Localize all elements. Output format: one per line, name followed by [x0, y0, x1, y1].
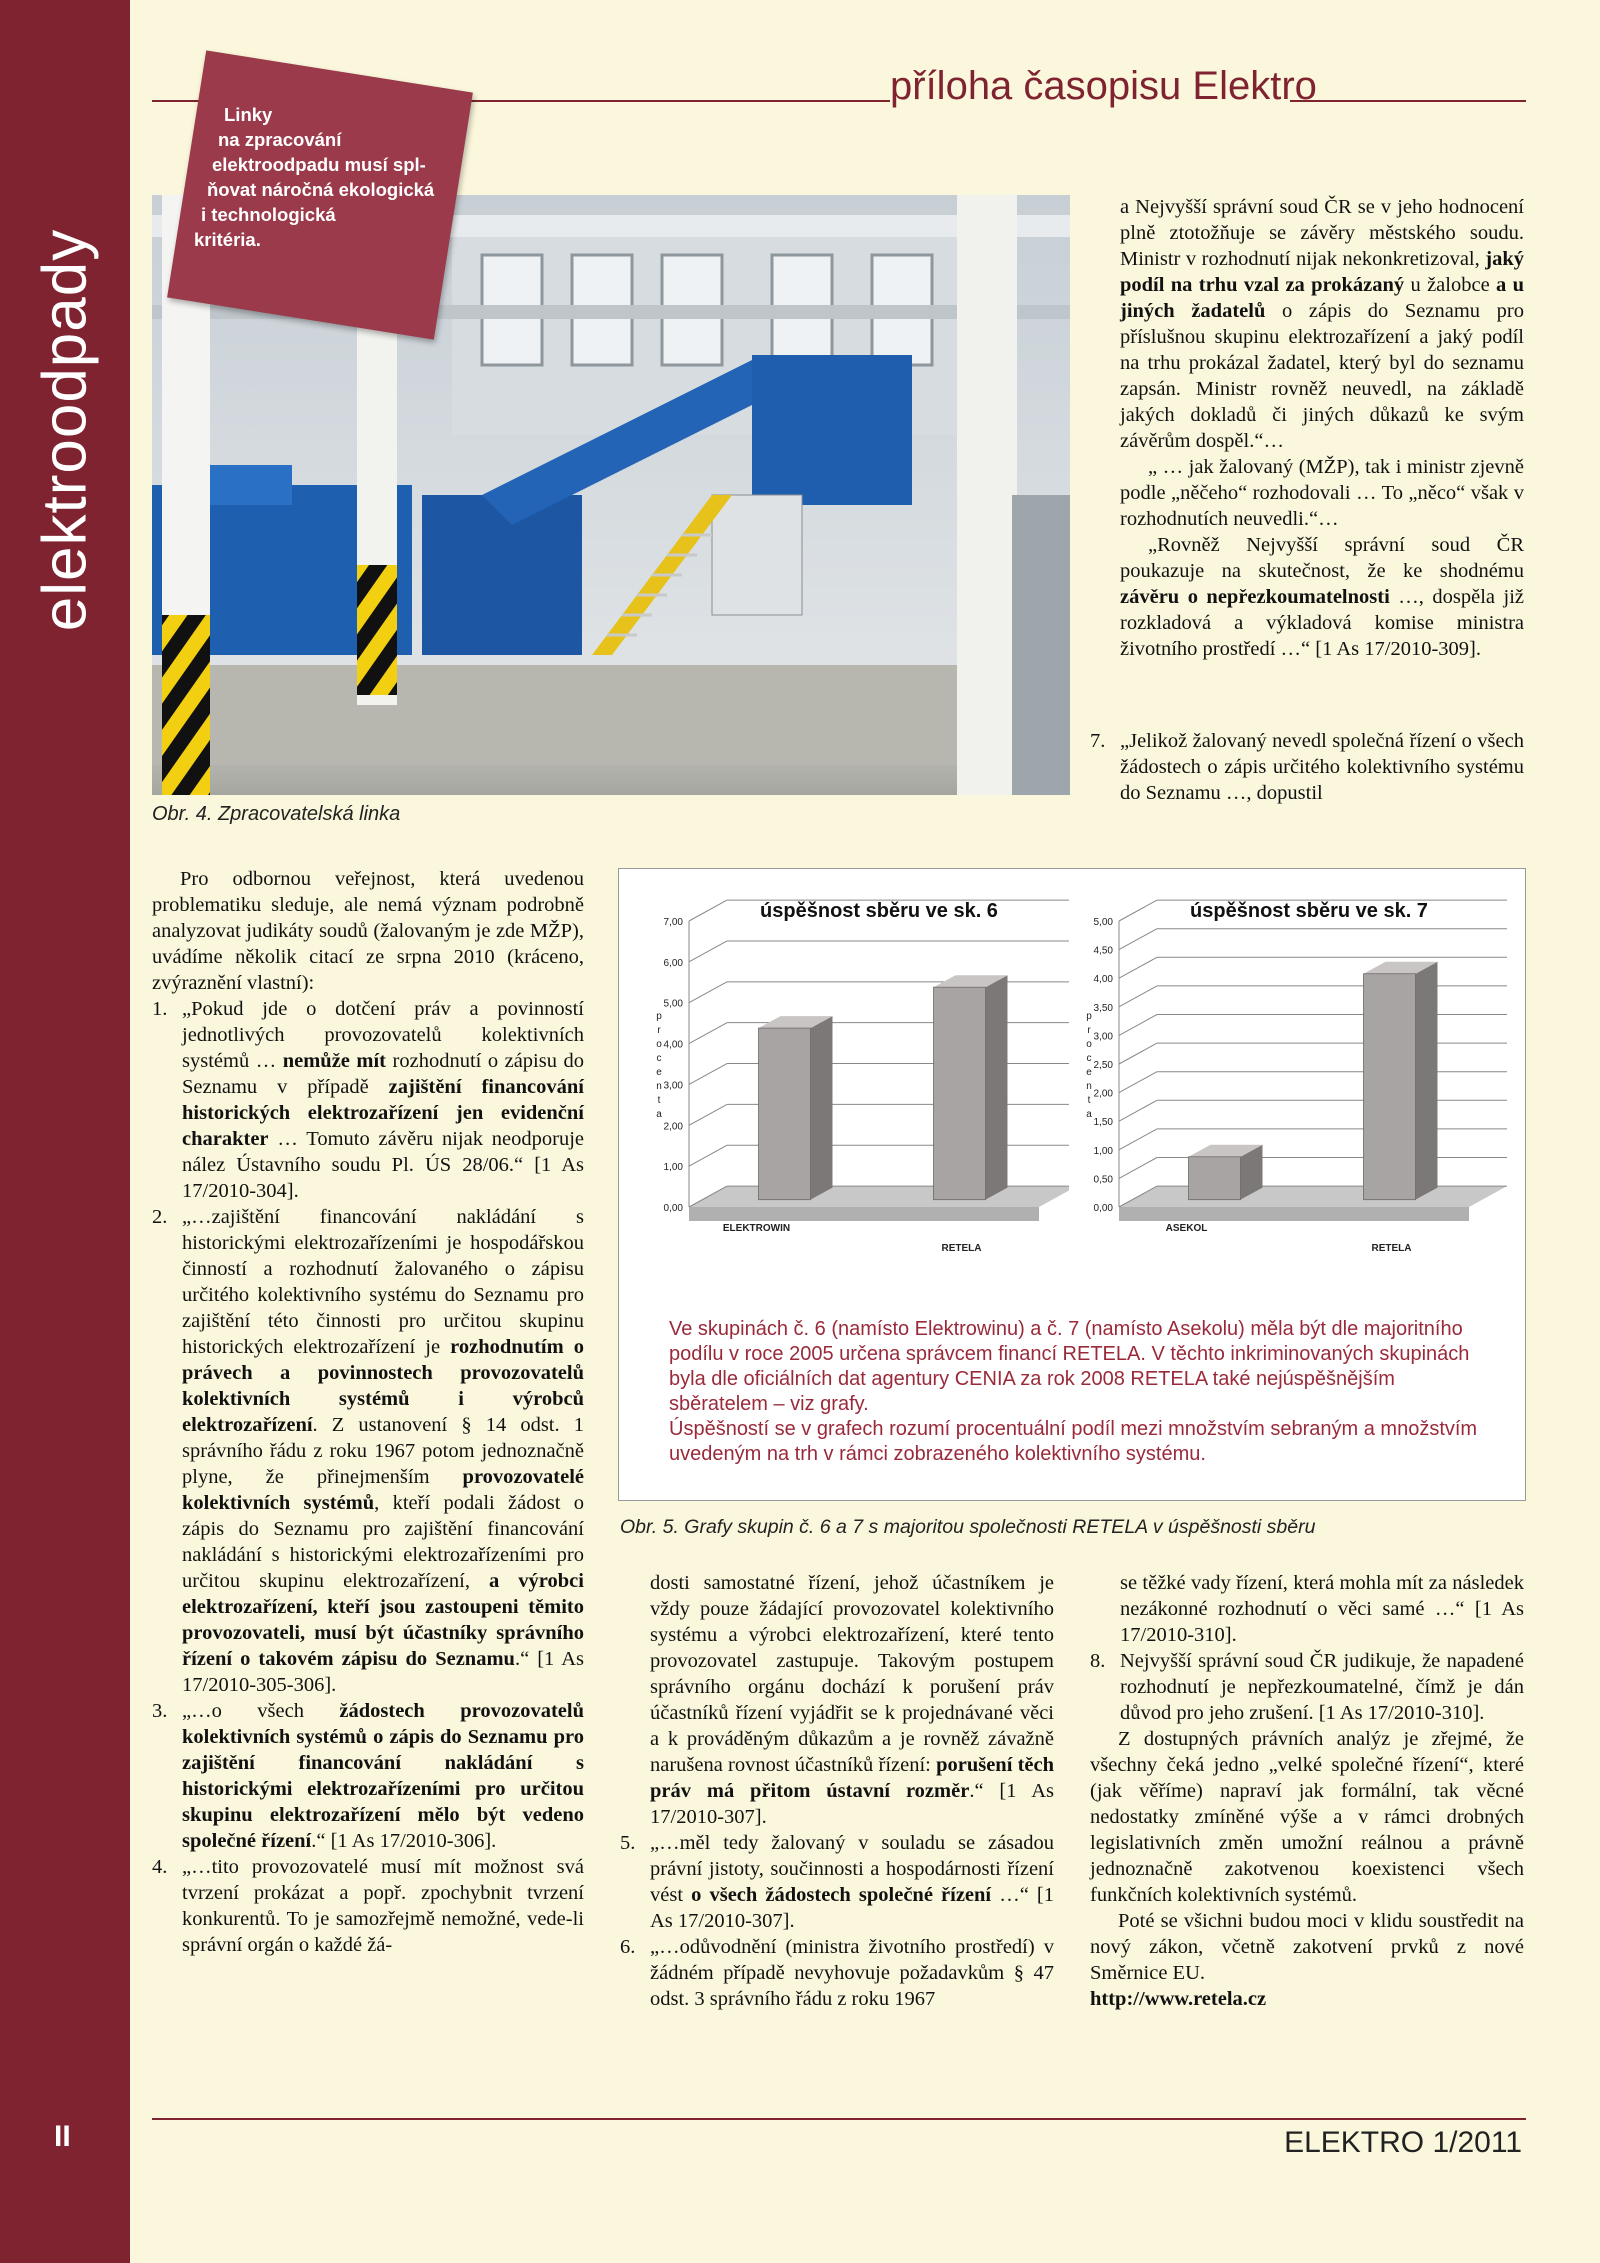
- y-tick-label: 0,00: [663, 1203, 683, 1214]
- bar: [1364, 974, 1416, 1200]
- text: „…zajištění financování nakládání s historickými elektrozařízeními je hospodářskou činností a rozhodnutí žalovaného o zápisu určitého kolektivního systému do Seznamu pro zajištění této činnosti pro určitou skupinu historických elektrozařízení je: [182, 1206, 584, 1358]
- y-tick-label: 6,00: [663, 957, 683, 969]
- list-item: [620, 1830, 1054, 1934]
- chart-title: úspěšnost sběru ve sk. 7: [1190, 900, 1428, 922]
- bar-side: [986, 975, 1008, 1199]
- chart-note-text: Úspěšností se v grafech rozumí procentuální podíl mezi množstvím sebraným a množstvím uvedeným na trh v rámci zobrazeného kolektivního systému.: [669, 1418, 1478, 1465]
- chart-group-7: [1049, 869, 1519, 1309]
- paragraph: Pro odbornou veřejnost, která uvedenou problematiku sleduje, ale nemá význam podrobně analyzovat judikáty soudů (žalovaným je zde MŽP), uvádíme několik citací ze srpna 2010 (kráceno, zvýraznění vlastní):: [152, 868, 584, 994]
- gridline-side: [689, 1023, 727, 1044]
- x-tick-label: RETELA: [1371, 1243, 1412, 1254]
- gridline-side: [689, 900, 727, 921]
- header-rule-right: [1290, 100, 1526, 102]
- text: „Pokud jde o dotčení práv a povinností jednotlivých provozovatelů kolektivních systémů …: [182, 998, 584, 1072]
- list-item: [1090, 728, 1524, 806]
- gridline-side: [689, 982, 727, 1003]
- emphasis: a výrobci elektrozařízení, kteří jsou zastoupeni těmito provozovateli, musí být účastníky správního řízení o takovém zápisu do Seznamu: [182, 1570, 584, 1670]
- y-axis-label: e: [656, 1067, 662, 1078]
- emphasis: porušení těch práv má přitom ústavní rozměr: [650, 1754, 1055, 1802]
- y-tick-label: 3,00: [663, 1080, 683, 1092]
- y-axis-label: t: [1087, 1095, 1091, 1106]
- text: …“ [1 As 17/2010-307].: [650, 1884, 1054, 1932]
- y-axis-label: n: [656, 1081, 662, 1092]
- bar-side: [1416, 962, 1438, 1200]
- callout-line: ňovat náročná ekologická: [207, 179, 435, 200]
- paragraph: Z dostupných právních analýz je zřejmé, že všechny čeká jedno „velké společné řízení“, které (jak věříme) napraví jak formální, tak věcné nedostatky zmíněné výše a v rámci drobných legislativních změn umožní reálnou a právně jednoznačně zakotvenou koexistenci všech funkčních kolektivních systémů.: [1090, 1728, 1524, 1906]
- magazine-issue: ELEKTRO 1/2011: [1284, 2126, 1522, 2159]
- y-axis-label: e: [1086, 1067, 1092, 1078]
- list-number: 6.: [620, 1936, 636, 1958]
- emphasis: zajištění financování historických elektrozařízení jen evidenční charakter: [182, 1076, 584, 1150]
- list-item: [152, 1698, 584, 1854]
- y-tick-label: 1,50: [1093, 1117, 1113, 1129]
- y-axis-label: p: [656, 1011, 662, 1022]
- y-axis-label: c: [1086, 1053, 1092, 1064]
- list-item: [152, 1204, 584, 1698]
- y-axis-label: c: [656, 1053, 662, 1064]
- list-number: 7.: [1090, 730, 1106, 752]
- paragraph: [620, 1570, 1054, 1830]
- text: .“ [1 As 17/2010-307].: [650, 1780, 1054, 1828]
- y-tick-label: 2,50: [1093, 1060, 1113, 1071]
- bar: [759, 1028, 811, 1200]
- y-tick-label: 4,00: [663, 1039, 683, 1051]
- text: „Jelikož žalovaný nevedl společná řízení o všech žádostech o zápis určitého kolektivního systému do Seznamu …, dopustil: [1120, 730, 1524, 804]
- y-tick-label: 0,00: [1093, 1203, 1113, 1214]
- gridline-side: [1119, 957, 1157, 978]
- gridline-side: [1119, 1129, 1157, 1150]
- middle-column: [620, 1570, 1054, 2012]
- x-tick-label: ASEKOL: [1165, 1223, 1208, 1234]
- list-number: 5.: [620, 1832, 636, 1854]
- emphasis: rozhodnutím o právech a povinnostech provozovatelů kolektivních systémů i výrobců elektrozařízení: [182, 1336, 584, 1436]
- footer-rule: [152, 2118, 1526, 2120]
- text: .“ [1 As 17/2010-305-306].: [182, 1648, 585, 1696]
- right-top-list: [1090, 728, 1524, 806]
- bar: [1189, 1157, 1241, 1200]
- callout-line: kritéria.: [194, 229, 261, 250]
- y-tick-label: 4,50: [1093, 945, 1113, 957]
- text: …, dospěla již rozkladová a výkladová komise ministra životního prostředí …“ [1 As 17/2010-309].: [1120, 586, 1524, 660]
- text: . Z ustanovení § 14 odst. 1 správního řádu z roku 1967 potom jednoznačně plyne, že přinejmenším: [182, 1414, 584, 1488]
- emphasis: a u jiných žadatelů: [1120, 274, 1525, 322]
- y-tick-label: 1,00: [1093, 1145, 1113, 1157]
- y-axis-label: p: [1086, 1011, 1092, 1022]
- list-number: 4.: [152, 1856, 168, 1878]
- y-axis-label: r: [657, 1025, 661, 1036]
- chart-panel: [618, 868, 1526, 1501]
- chart-floor-edge: [689, 1207, 1039, 1221]
- chart-group-6: [619, 869, 1069, 1309]
- y-axis-label: r: [1087, 1025, 1091, 1036]
- photo-caption: Obr. 4. Zpracovatelská linka: [152, 803, 401, 825]
- emphasis: provozovatelé kolektivních systémů: [182, 1466, 584, 1514]
- y-axis-label: a: [656, 1109, 662, 1120]
- section-sidebar: [0, 0, 130, 2263]
- y-axis-label: a: [1086, 1109, 1092, 1120]
- gridline-side: [1119, 900, 1157, 921]
- y-tick-label: 7,00: [663, 917, 683, 928]
- chart-floor: [689, 1186, 1069, 1207]
- list-number: 8.: [1090, 1650, 1106, 1672]
- gridline-side: [1119, 1100, 1157, 1121]
- callout-line: elektroodpadu musí spl-: [212, 154, 426, 175]
- gridline-side: [1119, 986, 1157, 1007]
- text: u žalobce: [1404, 274, 1497, 296]
- section-label: elektroodpady: [30, 228, 100, 632]
- y-tick-label: 5,00: [663, 998, 683, 1010]
- list-item: [152, 996, 584, 1204]
- chart-note: [669, 1317, 1479, 1467]
- y-tick-label: 1,00: [663, 1162, 683, 1174]
- gridline-side: [689, 1064, 727, 1085]
- text: rozhodnutí o zápisu do Seznamu v případě: [182, 1050, 584, 1098]
- chart-note-text: Ve skupinách č. 6 (namísto Elektrowinu) a č. 7 (namísto Asekolu) měla být dle majoritního podílu v roce 2005 určena správcem financí RETELA. V těchto inkriminovaných skupinách byla dle oficiálních dat agentury CENIA za rok 2008 RETELA také nejúspěšnějším sběratelem – viz grafy.: [669, 1318, 1470, 1415]
- photo-callout-text: [180, 102, 450, 252]
- gridline-side: [689, 1104, 727, 1125]
- paragraph: Poté se všichni budou moci v klidu soustředit na nový zákon, včetně zakotvení prvků z nové Směrnice EU.: [1090, 1910, 1524, 1984]
- paragraph: se těžké vady řízení, která mohla mít za následek nezákonné rozhodnutí o věci samé …“ [1 As 17/2010-310].: [1120, 1572, 1524, 1646]
- chart-floor-edge: [1119, 1207, 1469, 1221]
- y-tick-label: 3,50: [1093, 1002, 1113, 1014]
- bar: [934, 987, 986, 1199]
- list-number: 3.: [152, 1700, 168, 1722]
- list-number: 2.: [152, 1206, 168, 1228]
- emphasis: žádostech provozovatelů kolektivních systémů o zápis do Seznamu pro zajištění financování nakládání s historickými elektrozařízeními pro určitou skupinu elektrozařízení mělo být vedeno společné řízení: [182, 1700, 584, 1852]
- x-tick-label: ELEKTROWIN: [722, 1223, 791, 1234]
- emphasis: o všech žádostech společné řízení: [691, 1884, 992, 1906]
- gridline-side: [1119, 1158, 1157, 1179]
- callout-line: na zpracování: [218, 129, 342, 150]
- right-bottom-column: [1090, 1570, 1524, 2012]
- y-axis-label: o: [656, 1039, 662, 1050]
- y-tick-label: 2,00: [663, 1121, 683, 1133]
- list-item: [1090, 1648, 1524, 1726]
- chart-caption: Obr. 5. Grafy skupin č. 6 a 7 s majoritou společnosti RETELA v úspěšnosti sběru: [620, 1516, 1316, 1538]
- header-title: příloha časopisu Elektro: [890, 64, 1317, 108]
- y-tick-label: 4,00: [1093, 974, 1113, 986]
- y-axis-label: n: [1086, 1081, 1092, 1092]
- chart-floor: [1119, 1186, 1507, 1207]
- page-number: II: [54, 2120, 71, 2153]
- text: „…měl tedy žalovaný v souladu se zásadou právní jistoty, součinnosti a hospodárnosti řízení vést: [650, 1832, 1054, 1906]
- gridline-side: [689, 941, 727, 962]
- y-tick-label: 2,00: [1093, 1088, 1113, 1100]
- text: „…odůvodnění (ministra životního prostředí) v žádném případě nevyhovuje požadavkům § 47 odst. 3 správního řádu z roku 1967: [650, 1936, 1054, 2010]
- y-tick-label: 5,00: [1093, 917, 1113, 928]
- y-tick-label: 3,00: [1093, 1031, 1113, 1043]
- text: Nejvyšší správní soud ČR judikuje, že napadené rozhodnutí je nepřezkoumatelné, čímž je dán důvod pro jeho zrušení. [1 As 17/2010-310].: [1120, 1650, 1524, 1724]
- x-tick-label: RETELA: [941, 1243, 982, 1254]
- text: o zápis do Seznamu pro příslušnou skupinu elektrozařízení a jaký podíl na trhu prokázal žadatel, který byl do seznamu zapsán. Ministr rovněž neuvedl, na základě jakých dokladů či jiných důkazů ke svým závěrům dospěl.“…: [1120, 300, 1524, 452]
- paragraph: „ … jak žalovaný (MŽP), tak i ministr zjevně podle „něčeho“ rozhodovali … To „něco“ však v rozhodnutích neuvedli.“…: [1120, 456, 1524, 530]
- gridline-side: [1119, 1043, 1157, 1064]
- emphasis: závěru o nepřezkoumatelnosti: [1120, 586, 1390, 608]
- left-column: [152, 866, 584, 1958]
- text: a Nejvyšší správní soud ČR se v jeho hodnocení plně ztotožňuje se závěry městského soudu. Ministr v rozhodnutí nijak nekonkretizoval,: [1120, 196, 1524, 270]
- paragraph: [1120, 532, 1524, 662]
- text: „…tito provozovatelé musí mít možnost svá tvrzení prokázat a popř. zpochybnit tvrzení konkurentů. To je samozřejmě nemožné, vede-li správní orgán o každé žá-: [182, 1856, 584, 1956]
- text: … Tomuto závěru nijak neodporuje nález Ústavního soudu Pl. ÚS 28/06.“ [1 As 17/2010-304].: [182, 1128, 584, 1202]
- text: „…o všech: [182, 1700, 340, 1722]
- gridline-side: [1119, 1015, 1157, 1036]
- right-top-column: [1120, 194, 1524, 662]
- list-item: [620, 1934, 1054, 2012]
- gridline-side: [1119, 1072, 1157, 1093]
- list-item: [152, 1854, 584, 1958]
- gridline-side: [1119, 929, 1157, 950]
- y-axis-label: t: [657, 1095, 661, 1106]
- chart-title: úspěšnost sběru ve sk. 6: [760, 900, 998, 922]
- text: , kteří podali žádost o zápis do Seznamu pro zajištění financování nakládání s historickými elektrozařízeními pro určitou skupinu elektrozařízení,: [182, 1492, 584, 1592]
- callout-line: Linky: [224, 104, 273, 125]
- website-link[interactable]: http://www.retela.cz: [1090, 1988, 1267, 2010]
- y-axis-label: o: [1086, 1039, 1092, 1050]
- emphasis: jaký podíl na trhu vzal za prokázaný: [1120, 248, 1524, 296]
- callout-line: i technologická: [201, 204, 336, 225]
- text: dosti samostatné řízení, jehož účastníkem je vždy pouze žádající provozovatel kolektivního systému a výrobci elektrozařízení, které tento provozovatel zastupuje. Takovým postupem správního orgánu dochází k porušení práv účastníků řízení vyjádřit se k projednávané věci a k prováděným důkazům a je rovněž závažně narušena rovnost účastníků řízení:: [650, 1572, 1054, 1776]
- y-tick-label: 0,50: [1093, 1174, 1113, 1186]
- list-number: 1.: [152, 998, 168, 1020]
- emphasis: nemůže mít: [282, 1050, 387, 1072]
- bar-side: [811, 1016, 833, 1200]
- paragraph: [1120, 194, 1524, 454]
- text: .“ [1 As 17/2010-306].: [311, 1830, 497, 1852]
- gridline-side: [689, 1145, 727, 1166]
- text: „Rovněž Nejvyšší správní soud ČR poukazuje na skutečnost, že ke shodnému: [1120, 534, 1524, 582]
